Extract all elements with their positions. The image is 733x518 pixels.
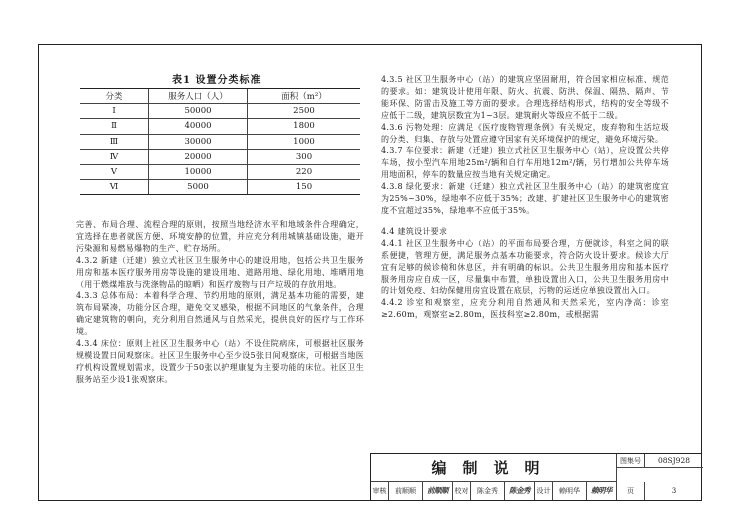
paragraph-4-4-2: 4.4.2 诊室和观察室，应充分利用自然通风和天然采光，室内净高：诊室≥2.60m，观察室≥2.80m，医技科室≥2.80m，或根据需 [381, 298, 669, 320]
cell-population: 50000 [149, 104, 248, 119]
reviewer-signature: 前顺顺 [423, 482, 453, 500]
cell-area: 1000 [248, 134, 361, 149]
proofreader-name: 陈金秀 [471, 482, 505, 500]
paragraph-4-3-8: 4.3.8 绿化要求：新建（迁建）独立式社区卫生服务中心（站）的建筑密度宜为25%~30%，绿地率不应低于35%；改建、扩建社区卫生服务中心的建筑密度不宜超过35%，绿地率不应低于35%。 [381, 182, 669, 215]
cell-area: 300 [248, 149, 361, 164]
cell-population: 5000 [149, 180, 248, 195]
table-row [80, 149, 360, 164]
cell-population: 10000 [149, 164, 248, 179]
approval-row [371, 482, 703, 500]
reviewer-name: 前顺顺 [389, 482, 423, 500]
header-population: 服务人口（人） [149, 89, 248, 104]
cell-category: Ⅴ [80, 164, 149, 179]
cell-category: Ⅲ [80, 134, 149, 149]
table-row [80, 119, 360, 134]
table-row [80, 164, 360, 179]
atlas-number-label: 图集号 [617, 454, 645, 468]
page-number: 3 [671, 487, 677, 495]
paragraph-4-4-1: 4.4.1 社区卫生服务中心（站）的平面布局要合理，方便就诊，科室之间的联系便捷，管理方便，满足服务点基本功能要求，符合防火设计要求。候诊大厅宜有足够的候诊椅和休息区，并有明确的标识。公共卫生服务用房和基本医疗服务用房应自成一区，尽量集中布置，单独设置出入口，公共卫生服务用房中的计划免疫、妇幼保健用房宜设置在底层，污物的运送应单独设置出入口。 [381, 238, 669, 296]
cell-area: 220 [248, 164, 361, 179]
proofreader-signature: 陈金秀 [505, 482, 535, 500]
cell-category: Ⅵ [80, 180, 149, 195]
design-label: 设计 [535, 482, 553, 500]
title-block [370, 453, 702, 501]
table-row [80, 104, 360, 119]
cell-category: Ⅱ [80, 119, 149, 134]
page-label: 页 [617, 482, 645, 500]
cell-population: 30000 [149, 134, 248, 149]
review-label: 审核 [371, 482, 389, 500]
table-row [80, 180, 360, 195]
cell-area: 2500 [248, 104, 361, 119]
paragraph-4-3-6: 4.3.6 污物处理：应满足《医疗废物管理条例》有关规定，废弃物和生活垃圾的分类、归集、存放与处置应遵守国家有关环境保护的规定，避免环境污染。 [381, 122, 669, 144]
cell-area: 1800 [248, 119, 361, 134]
header-category: 分类 [80, 89, 149, 104]
paragraph-4-3-5: 4.3.5 社区卫生服务中心（站）的建筑应坚固耐用，符合国家相应标准、规范的要求。如：建筑设计使用年限、防火、抗震、防洪、保温、隔热、隔声、节能环保、防雷击及施工等方面的要求。合理选择结构形式，结构的安全等级不应低于二级，建筑层数宜为1~3层。建筑耐火等级应不低于二级。 [381, 75, 669, 120]
paragraph-4-3-4: 4.3.4 床位：原则上社区卫生服务中心（站）不设住院病床，可根据社区服务规模设置日间观察床。社区卫生服务中心至少设5张日间观察床，可根据当地医疗机构设置规划需求，设置少于50张以护理康复为主要功能的床位。社区卫生服务站至少设1张观察床。 [76, 339, 364, 384]
designer-name: 赖明华 [553, 482, 587, 500]
cell-area: 150 [248, 180, 361, 195]
cell-category: Ⅰ [80, 104, 149, 119]
sheet-title: 编制说明 [371, 454, 617, 482]
proofread-label: 校对 [453, 482, 471, 500]
table-header-row [80, 89, 360, 104]
designer-signature: 赖明华 [587, 482, 617, 500]
paragraph-site-selection: 完善、布局合理、流程合理的原则，按照当地经济水平和地域条件合理确定，宜选择在患者就医方便、环境安静的位置，并应充分利用城镇基础设施，避开污染源和易燃易爆物的生产、贮存场所。 [76, 220, 364, 253]
cell-category: Ⅳ [80, 149, 149, 164]
table-row [80, 134, 360, 149]
atlas-number-value: 08SJ928 [645, 454, 703, 468]
paragraph-4-3-2: 4.3.2 新建（迁建）独立式社区卫生服务中心的建设用地，包括公共卫生服务用房和基本医疗服务用房等设施的建设用地、道路用地、绿化用地、堆晒用地（用于燃煤堆放与洗涤物品的晾晒）和医疗废物与日产垃圾的存放用地。 [76, 255, 364, 289]
header-area: 面积（m²） [248, 89, 361, 104]
right-text-column [381, 74, 669, 321]
cell-population: 20000 [149, 149, 248, 164]
table-caption: 表1 设置分类标准 [172, 75, 262, 86]
paragraph-4-3-3: 4.3.3 总体布局：本着科学合理、节约用地的原则，满足基本功能的需要，建筑布局紧凑，功能分区合理，避免交叉感染，根据不同地区的气象条件，合理确定建筑物的朝向，充分利用自然通风与自然采光，提供良好的医疗与工作环境。 [76, 291, 364, 337]
section-heading-4-4: 4.4 建筑设计要求 [381, 226, 448, 236]
classification-table [80, 88, 360, 195]
paragraph-4-3-7: 4.3.7 车位要求：新建（迁建）独立式社区卫生服务中心（站），应设置公共停车场，按小型汽车用地25m²/辆和自行车用地12m²/辆，另行增加公共停车场用地面积，停车的数量应按当地有关规定确定。 [381, 146, 669, 180]
left-text-column [76, 219, 364, 386]
cell-population: 40000 [149, 119, 248, 134]
